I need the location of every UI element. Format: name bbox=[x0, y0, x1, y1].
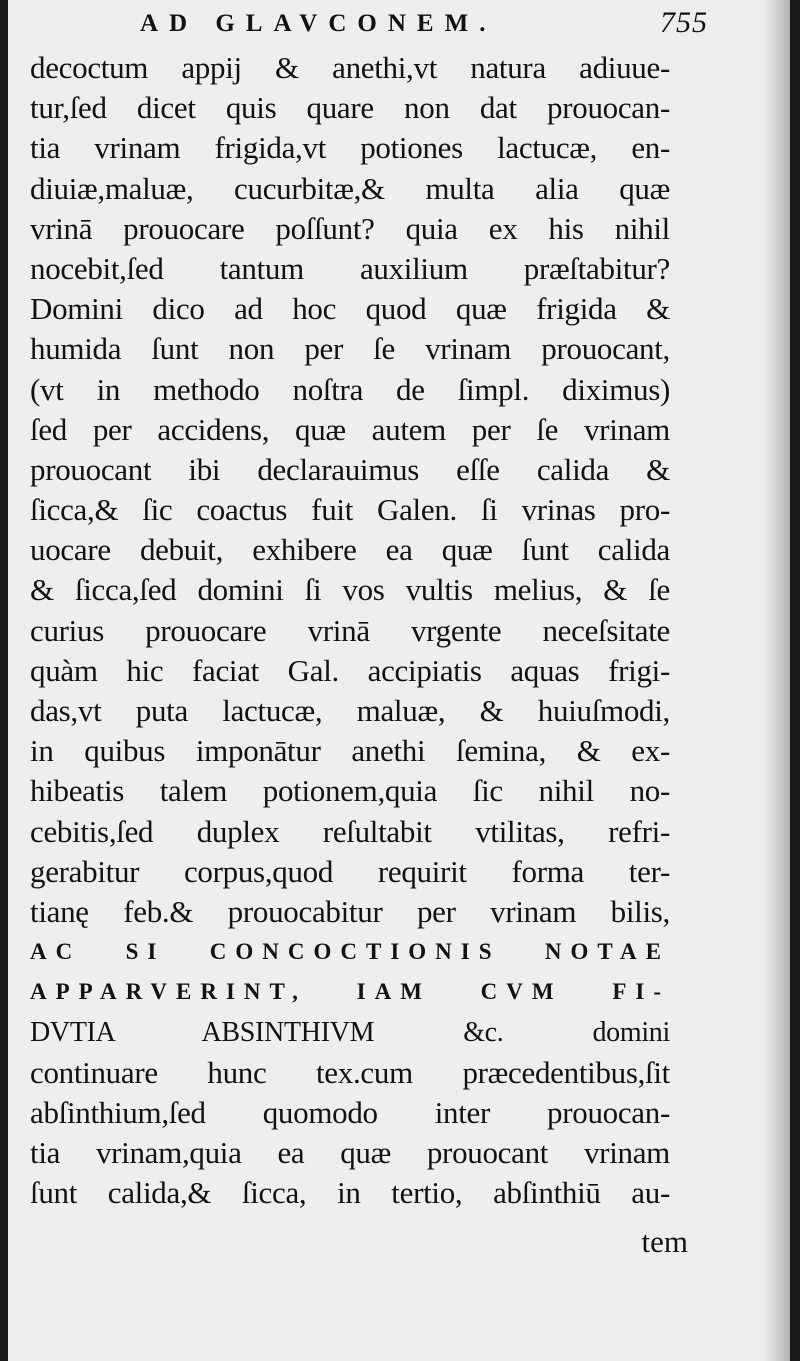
text-line: ſed per accidens, quæ autem per ſe vrinam bbox=[30, 411, 670, 447]
running-head: AD GLAVCONEM. bbox=[140, 10, 497, 37]
text-line: diuiæ,maluæ, cucurbitæ,& multa alia quæ bbox=[30, 170, 670, 206]
book-page bbox=[8, 0, 790, 1361]
lemma-line: APPARVERINT, IAM CVM FI- bbox=[30, 979, 670, 1005]
text-line: cebitis,ſed duplex reſultabit vtilitas, refri- bbox=[30, 813, 670, 849]
text-line: nocebit,ſed tantum auxilium præſtabitur? bbox=[30, 250, 670, 286]
text-line: tur,ſed dicet quis quare non dat prouocan- bbox=[30, 90, 670, 126]
page-number: 755 bbox=[660, 6, 708, 39]
text-line: uocare debuit, exhibere ea quæ ſunt calida bbox=[30, 532, 670, 568]
text-line: (vt in methodo noſtra de ſimpl. diximus) bbox=[30, 371, 670, 407]
text-line: ſunt calida,& ſicca, in tertio, abſinthiū au- bbox=[30, 1175, 670, 1211]
text-line: tia vrinam frigida,vt potiones lactucæ, en- bbox=[30, 130, 670, 166]
text-line: vrinā prouocare poſſunt? quia ex his nihil bbox=[30, 210, 670, 246]
text-line: prouocant ibi declarauimus eſſe calida & bbox=[30, 451, 670, 487]
text-line: continuare hunc tex.cum præcedentibus,ſit bbox=[30, 1054, 670, 1090]
text-line: Domini dico ad hoc quod quæ frigida & bbox=[30, 291, 670, 327]
text-line: tianę feb.& prouocabitur per vrinam bilis, bbox=[30, 893, 670, 929]
text-line: das,vt puta lactucæ, maluæ, & huiuſmodi, bbox=[30, 693, 670, 728]
text-line: humida ſunt non per ſe vrinam prouocant, bbox=[30, 331, 670, 367]
text-line: decoctum appij & anethi,vt natura adiuue- bbox=[30, 50, 670, 85]
text-line: & ſicca,ſed domini ſi vos vultis melius, & ſe bbox=[30, 572, 670, 608]
text-line: ſicca,& ſic coactus fuit Galen. ſi vrinas pro- bbox=[30, 492, 670, 528]
text-line: tia vrinam,quia ea quæ prouocant vrinam bbox=[30, 1135, 670, 1171]
text-line: hibeatis talem potionem,quia ſic nihil no- bbox=[30, 773, 670, 809]
body-text bbox=[30, 48, 670, 1213]
text-line: gerabitur corpus,quod requirit forma ter- bbox=[30, 853, 670, 889]
text-line: in quibus imponātur anethi ſemina, & ex- bbox=[30, 733, 670, 769]
page-header bbox=[128, 6, 708, 44]
catchword: tem bbox=[641, 1224, 688, 1259]
text-line: abſinthium,ſed quomodo inter prouocan- bbox=[30, 1094, 670, 1130]
lemma-line: DVTIA ABSINTHIVM &c. domini bbox=[30, 1016, 670, 1048]
text-line: curius prouocare vrinā vrgente neceſsitate bbox=[30, 612, 670, 648]
lemma-line: AC SI CONCOCTIONIS NOTAE bbox=[30, 939, 670, 965]
text-line: quàm hic faciat Gal. accipiatis aquas frigi- bbox=[30, 652, 670, 688]
